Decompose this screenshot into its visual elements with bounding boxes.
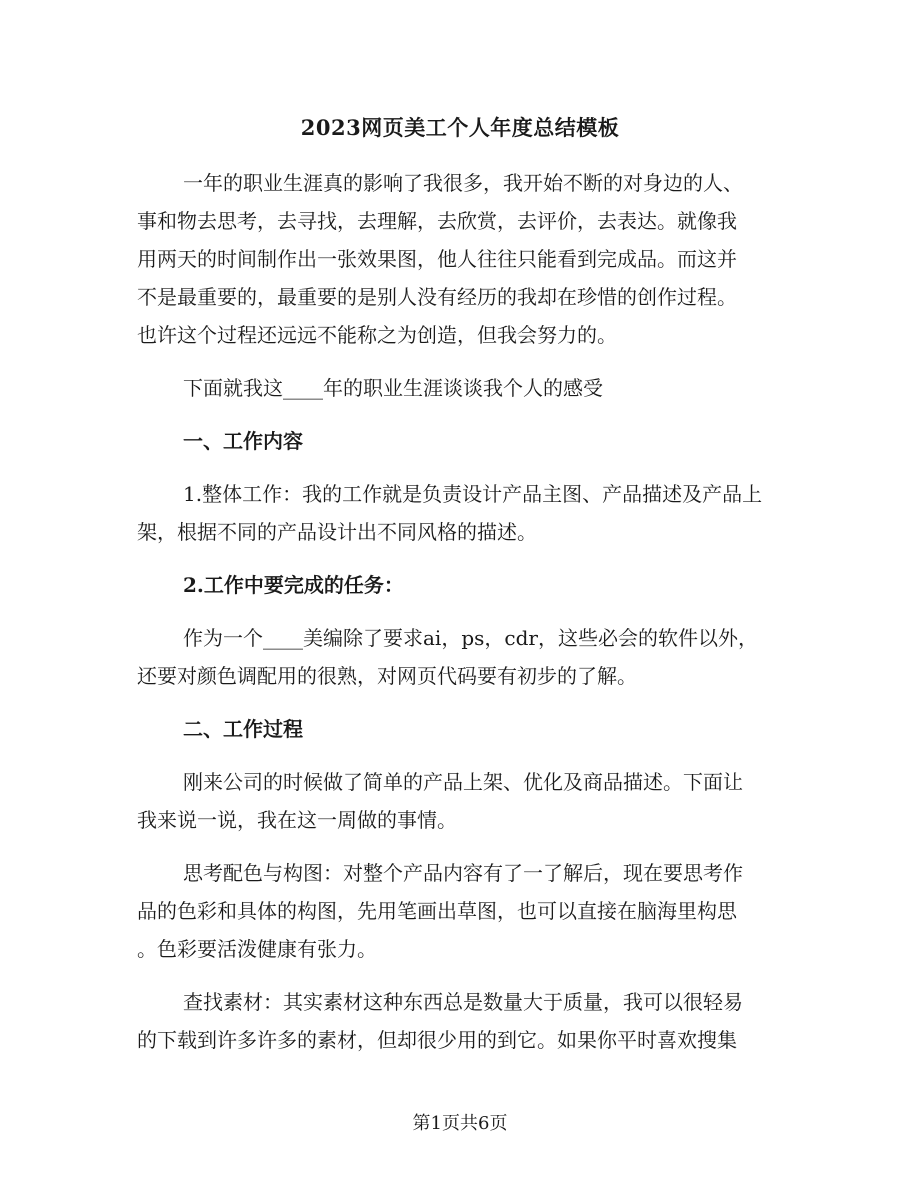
paragraph-find-materials [137, 983, 787, 1059]
text-line: 下面就我这____年的职业生涯谈谈我个人的感受 [183, 376, 603, 400]
document-title: 2023网页美工个人年度总结模板 [300, 115, 620, 140]
text-line: 刚来公司的时候做了简单的产品上架、优化及商品描述。下面让 [183, 770, 743, 794]
document-body [137, 164, 787, 1059]
text-line: 用两天的时间制作出一张效果图，他人往往只能看到完成品。而这并 [137, 247, 737, 271]
text-line: 作为一个____美编除了要求ai，ps，cdr，这些必会的软件以外， [183, 626, 758, 650]
page-number: 第1页共6页 [412, 1113, 508, 1134]
text-line: 事和物去思考，去寻找，去理解，去欣赏，去评价，去表达。就像我 [137, 209, 737, 233]
paragraph-color-composition [137, 854, 787, 968]
paragraph-tasks [137, 619, 787, 695]
paragraph-first-week [137, 763, 787, 839]
heading-line: 2.工作中要完成的任务： [183, 573, 404, 597]
text-line: 还要对颜色调配用的很熟，对网页代码要有初步的了解。 [137, 664, 637, 688]
section-heading-work-process [137, 710, 787, 748]
paragraph-intro [137, 164, 787, 354]
text-line: 1.整体工作：我的工作就是负责设计产品主图、产品描述及产品上 [183, 482, 763, 506]
text-line: 品的色彩和具体的构图，先用笔画出草图，也可以直接在脑海里构思 [137, 899, 737, 923]
text-line: 查找素材：其实素材这种东西总是数量大于质量，我可以很轻易 [183, 990, 743, 1014]
heading-line: 二、工作过程 [183, 717, 303, 741]
text-line: 思考配色与构图：对整个产品内容有了一了解后，现在要思考作 [183, 861, 743, 885]
text-line: 不是最重要的，最重要的是别人没有经历的我却在珍惜的创作过程。 [137, 285, 737, 309]
heading-line: 一、工作内容 [183, 429, 303, 453]
text-line: 一年的职业生涯真的影响了我很多，我开始不断的对身边的人、 [183, 171, 743, 195]
subheading-tasks [137, 566, 787, 604]
paragraph-overall-work [137, 475, 787, 551]
paragraph-lead-in [137, 369, 787, 407]
text-line: 的下载到许多许多的素材，但却很少用的到它。如果你平时喜欢搜集 [137, 1028, 737, 1052]
text-line: 。色彩要活泼健康有张力。 [137, 937, 377, 961]
text-line: 也许这个过程还远远不能称之为创造，但我会努力的。 [137, 323, 617, 347]
text-line: 架，根据不同的产品设计出不同风格的描述。 [137, 520, 537, 544]
section-heading-work-content [137, 422, 787, 460]
text-line: 我来说一说，我在这一周做的事情。 [137, 808, 457, 832]
